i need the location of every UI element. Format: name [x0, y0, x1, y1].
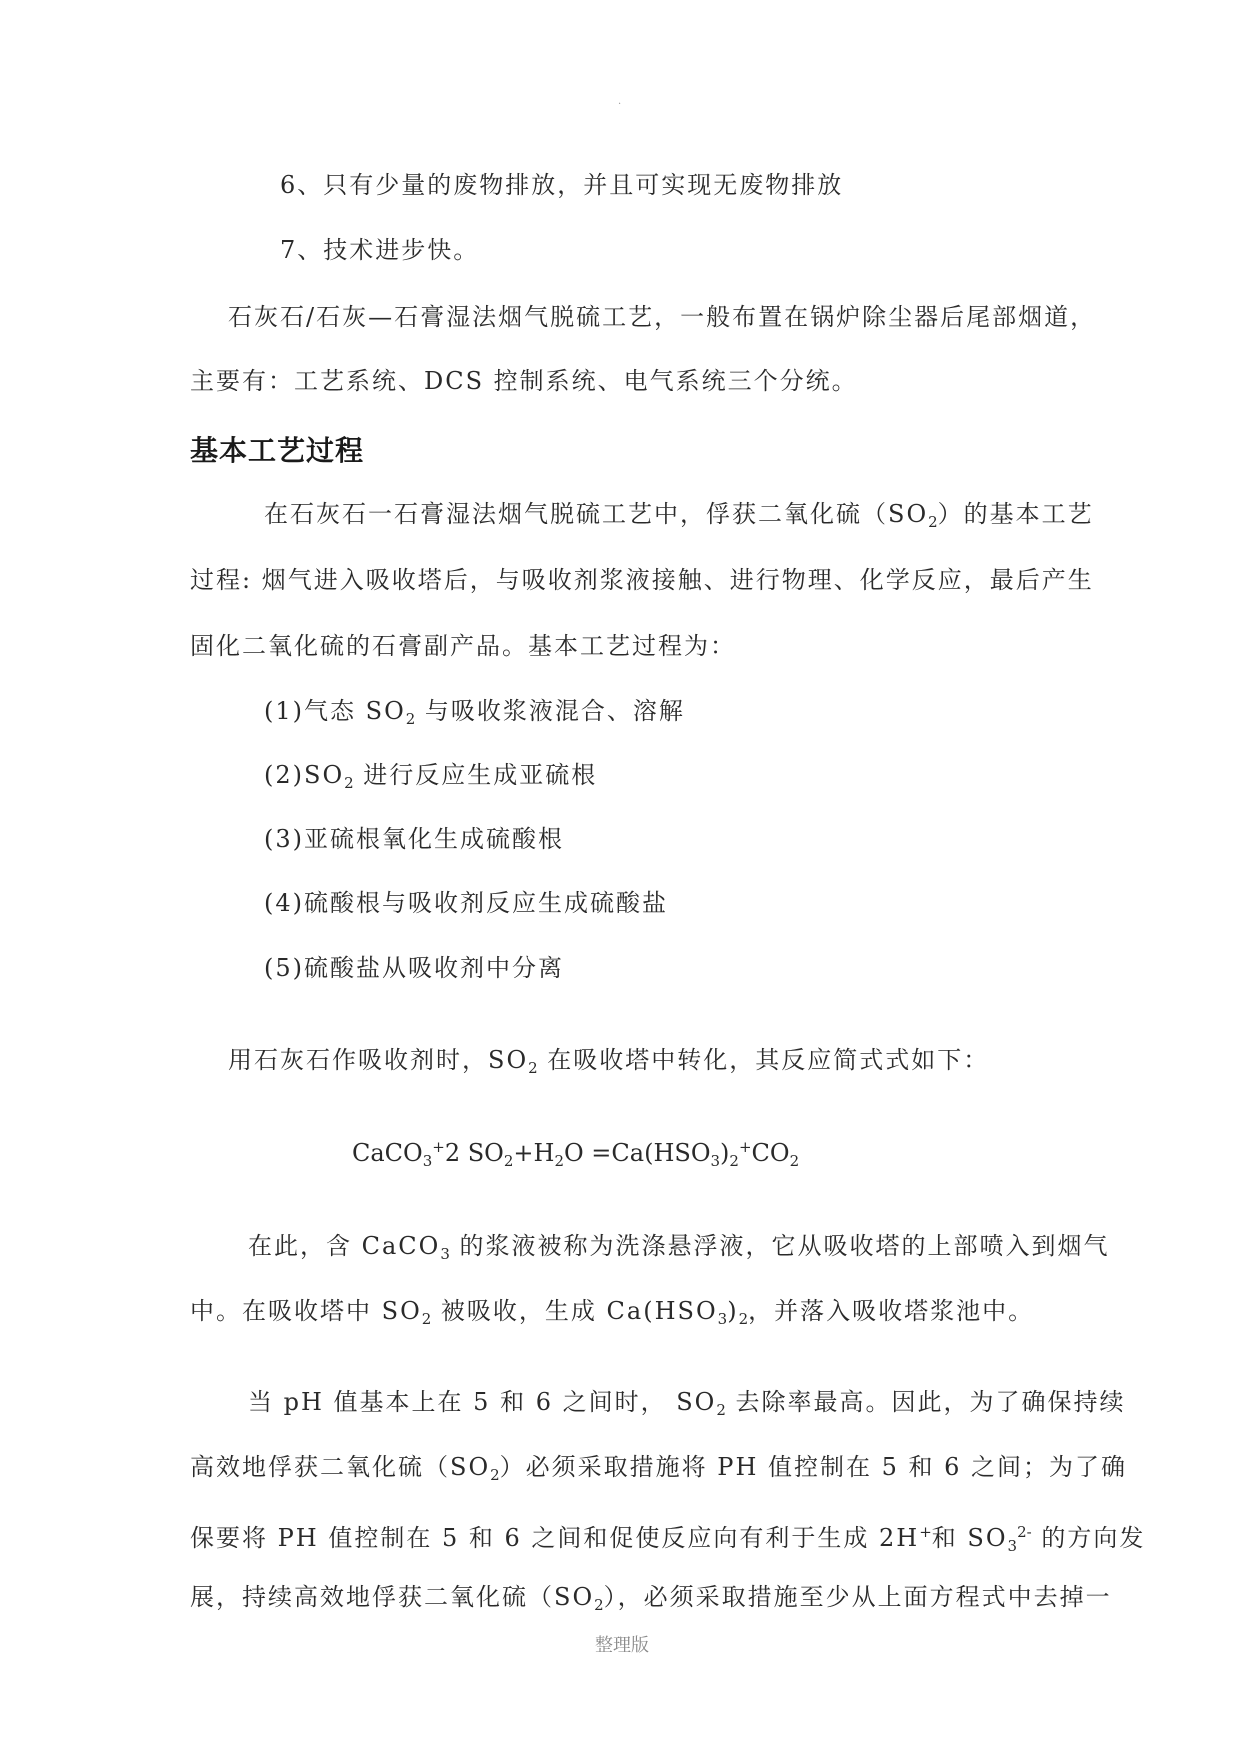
step-2 — [264, 760, 597, 798]
subscript: 3 — [440, 1245, 450, 1263]
para4-l3-b: 和 SO — [931, 1524, 1008, 1552]
superscript: + — [919, 1523, 932, 1541]
para1-line-3: 固化二氧化硫的石膏副产品。基本工艺过程为： — [190, 632, 736, 660]
subscript: 2 — [490, 1466, 500, 1484]
subscript: 3 — [717, 1310, 728, 1328]
para4-l2-b: ）必须采取措施将 PH 值控制在 5 和 6 之间；为了确 — [499, 1453, 1128, 1481]
para4-line-4 — [190, 1582, 1112, 1620]
eq-text: 2 SO — [444, 1139, 504, 1167]
para3-l2-a: 中。在吸收塔中 SO — [190, 1297, 422, 1325]
step-1-a: (1)气态 SO — [264, 697, 406, 725]
eq-text: CaCO — [352, 1139, 423, 1167]
para4-l4-a: 展，持续高效地俘获二氧化硫（SO — [190, 1583, 595, 1611]
para4-line-1 — [248, 1387, 1126, 1425]
para2-line — [228, 1045, 989, 1083]
para2-a: 用石灰石作吸收剂时，SO — [228, 1046, 529, 1074]
header-dot: . — [618, 96, 622, 107]
eq-text: O =Ca(HSO — [564, 1139, 711, 1167]
step-4: (4)硫酸根与吸收剂反应生成硫酸盐 — [264, 889, 668, 917]
subscript: 2 — [928, 513, 938, 531]
para4-l2-a: 高效地俘获二氧化硫（SO — [190, 1453, 491, 1481]
step-3: (3)亚硫根氧化生成硫酸根 — [264, 825, 564, 853]
para1-line1-a: 在石灰石一石膏湿法烟气脱硫工艺中，俘获二氧化硫（SO — [264, 500, 929, 528]
section-title: 基本工艺过程 — [190, 434, 365, 467]
step-1 — [264, 696, 685, 734]
step-1-b: 与吸收浆液混合、溶解 — [415, 697, 685, 725]
subscript: 2 — [344, 774, 354, 792]
para4-line-3 — [190, 1517, 1145, 1561]
para2-b: 在吸收塔中转化，其反应简式式如下： — [537, 1046, 990, 1074]
subscript: 2 — [405, 710, 416, 728]
eq-text: CO — [751, 1139, 790, 1167]
para1-line-2: 过程: 烟气进入吸收塔后，与吸收剂浆液接触、进行物理、化学反应，最后产生 — [190, 566, 1094, 594]
eq-text: +H — [513, 1139, 555, 1167]
subscript: 2 — [594, 1596, 604, 1614]
para3-line-2 — [190, 1296, 1034, 1334]
para4-l3-c: 的方向发 — [1031, 1524, 1146, 1552]
para1-line1-b: ）的基本工艺 — [937, 500, 1094, 528]
subscript: 3 — [1007, 1537, 1018, 1555]
chemical-equation — [352, 1138, 799, 1170]
step-2-a: (2)SO — [264, 761, 345, 789]
eq-sub: 3 — [422, 1152, 433, 1170]
para3-l1-b: 的浆液被称为洗涤悬浮液，它从吸收塔的上部喷入到烟气 — [449, 1232, 1110, 1260]
para4-line-2 — [190, 1452, 1127, 1490]
footer-label: 整理版 — [595, 1635, 649, 1656]
eq-sup: + — [432, 1138, 445, 1156]
eq-sub: 2 — [789, 1152, 800, 1170]
intro-line-2: 主要有：工艺系统、DCS 控制系统、电气系统三个分统。 — [190, 367, 858, 395]
subscript: 2 — [716, 1401, 726, 1419]
item-7: 7、技术进步快。 — [280, 236, 480, 264]
eq-sup: + — [738, 1138, 752, 1156]
step-5: (5)硫酸盐从吸收剂中分离 — [264, 954, 564, 982]
para4-l1-a: 当 pH 值基本上在 5 和 6 之间时， SO — [248, 1388, 717, 1416]
subscript: 2 — [528, 1059, 538, 1077]
para3-l2-c: ) — [727, 1297, 739, 1325]
eq-text: ) — [720, 1139, 730, 1167]
superscript: 2- — [1017, 1523, 1032, 1541]
para3-l2-b: 被吸收，生成 Ca(HSO — [431, 1297, 718, 1325]
subscript: 2 — [738, 1310, 749, 1328]
para3-l2-d: ，并落入吸收塔浆池中。 — [748, 1297, 1035, 1325]
eq-sub: 2 — [554, 1152, 564, 1170]
subscript: 2 — [421, 1310, 432, 1328]
eq-sub: 3 — [710, 1152, 721, 1170]
eq-sub: 2 — [729, 1152, 739, 1170]
para4-l1-b: 去除率最高。因此，为了确保持续 — [725, 1388, 1126, 1416]
para4-l4-b: ），必须采取措施至少从上面方程式中去掉一 — [603, 1583, 1112, 1611]
para4-l3-a: 保要将 PH 值控制在 5 和 6 之间和促使反应向有利于生成 2H — [190, 1524, 920, 1552]
item-6: 6、只有少量的废物排放，并且可实现无废物排放 — [280, 171, 844, 199]
para3-line-1 — [248, 1231, 1110, 1269]
step-2-b: 进行反应生成亚硫根 — [353, 761, 598, 789]
intro-line-1: 石灰石/石灰—石膏湿法烟气脱硫工艺，一般布置在锅炉除尘器后尾部烟道， — [228, 303, 1097, 331]
para3-l1-a: 在此，含 CaCO — [248, 1232, 441, 1260]
eq-sub: 2 — [503, 1152, 514, 1170]
para1-line-1 — [264, 499, 1094, 537]
